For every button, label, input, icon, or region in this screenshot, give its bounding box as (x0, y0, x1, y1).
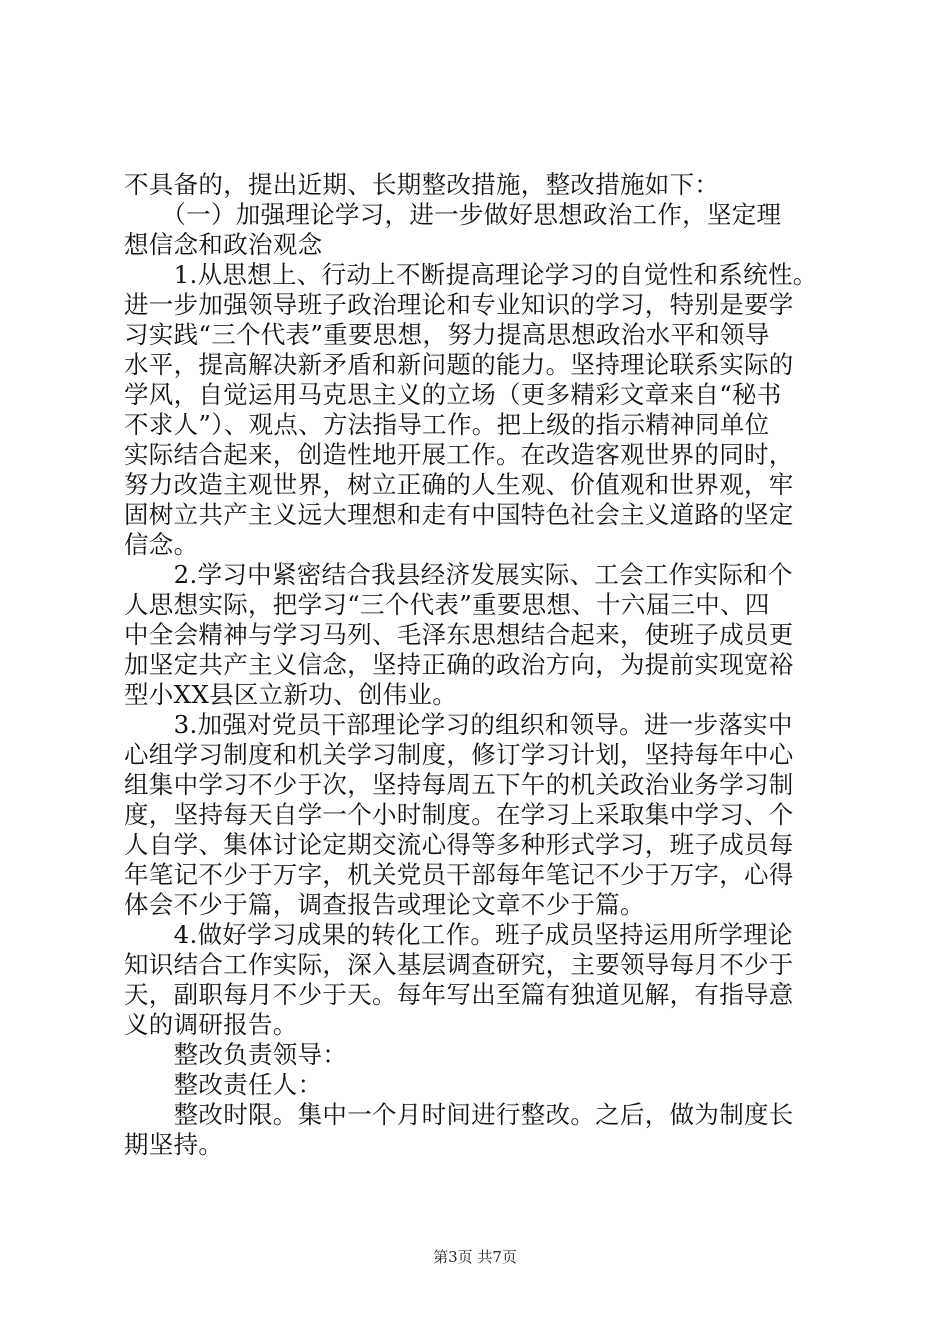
paragraph-3-line: 心组学习制度和机关学习制度，修订学习计划，坚持每年中心 (124, 740, 794, 769)
paragraph-1-line: 进一步加强领导班子政治理论和专业知识的学习，特别是要学 (124, 290, 794, 319)
document-body (124, 170, 834, 1160)
responsible-leader-line: 整改负责领导： (124, 1040, 348, 1069)
paragraph-1-line: 不求人”）、观点、方法指导工作。把上级的指示精神同单位 (124, 410, 770, 439)
paragraph-2-line: 中全会精神与学习马列、毛泽东思想结合起来，使班子成员更 (124, 620, 794, 649)
section-heading-line: 想信念和政治观念 (124, 230, 323, 259)
paragraph-1-line: 固树立共产主义远大理想和走有中国特色社会主义道路的坚定 (124, 500, 794, 529)
paragraph-3-line: 人自学、集体讨论定期交流心得等多种形式学习，班子成员每 (124, 830, 794, 859)
paragraph-1-line: 水平，提高解决新矛盾和新问题的能力。坚持理论联系实际的 (124, 350, 794, 379)
paragraph-2-line: 加坚定共产主义信念，坚持正确的政治方向，为提前实现宽裕 (124, 650, 794, 679)
paragraph-1-line: 信念。 (124, 530, 199, 559)
paragraph-1-line: 努力改造主观世界，树立正确的人生观、价值观和世界观，牢 (124, 470, 794, 499)
paragraph-4-line: 知识结合工作实际，深入基层调查研究，主要领导每月不少于 (124, 950, 794, 979)
deadline-line: 整改时限。集中一个月时间进行整改。之后，做为制度长 (124, 1100, 794, 1129)
section-heading-line: （一）加强理论学习，进一步做好思想政治工作，坚定理 (124, 200, 782, 229)
paragraph-4-line: 4.做好学习成果的转化工作。班子成员坚持运用所学理论 (124, 920, 793, 949)
deadline-line: 期坚持。 (124, 1130, 224, 1159)
paragraph-3-line: 年笔记不少于万字，机关党员干部每年笔记不少于万字，心得 (124, 860, 794, 889)
paragraph-3-line: 度，坚持每天自学一个小时制度。在学习上采取集中学习、个 (124, 800, 794, 829)
page-number-footer: 第3页 共7页 (433, 1248, 517, 1266)
paragraph-2-line: 人思想实际，把学习“三个代表”重要思想、十六届三中、四 (124, 590, 770, 619)
paragraph-2-line: 2.学习中紧密结合我县经济发展实际、工会工作实际和个 (124, 560, 793, 589)
paragraph-1-line: 习实践“三个代表”重要思想，努力提高思想政治水平和领导 (124, 320, 770, 349)
paragraph-4-line: 义的调研报告。 (124, 1010, 298, 1039)
paragraph-4-line: 天，副职每月不少于天。每年写出至篇有独道见解，有指导意 (124, 980, 794, 1009)
paragraph-2-line: 型小XX县区立新功、创伟业。 (124, 680, 458, 709)
paragraph-3-line: 3.加强对党员干部理论学习的组织和领导。进一步落实中 (124, 710, 793, 739)
paragraph-1-line: 实际结合起来，创造性地开展工作。在改造客观世界的同时， (124, 440, 794, 469)
responsible-person-line: 整改责任人： (124, 1070, 323, 1099)
text-line: 不具备的，提出近期、长期整改措施，整改措施如下： (124, 170, 720, 199)
paragraph-1-line: 学风，自觉运用马克思主义的立场（更多精彩文章来自“秘书 (124, 380, 782, 409)
paragraph-3-line: 体会不少于篇，调查报告或理论文章不少于篇。 (124, 890, 645, 919)
paragraph-1-line: 1.从思想上、行动上不断提高理论学习的自觉性和系统性。 (124, 260, 818, 289)
paragraph-3-line: 组集中学习不少于次，坚持每周五下午的机关政治业务学习制 (124, 770, 794, 799)
